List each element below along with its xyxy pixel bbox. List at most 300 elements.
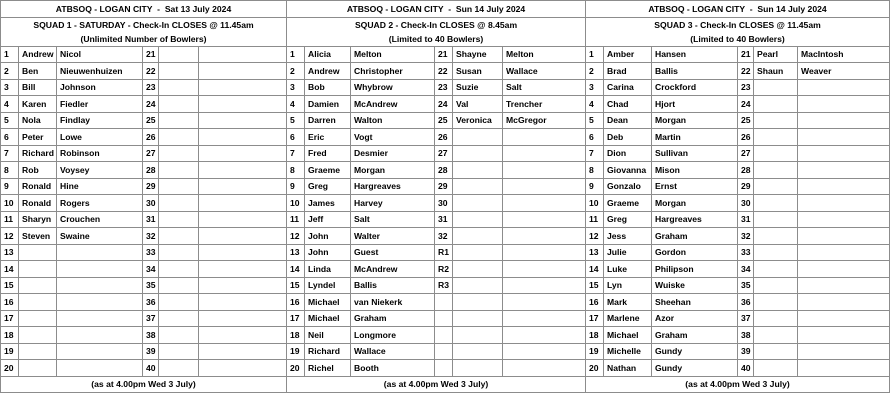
first-name: Richard: [19, 145, 57, 162]
entry-number: 25: [738, 112, 754, 129]
table-row: [287, 96, 586, 113]
first-name: [453, 294, 503, 311]
entry-number: 10: [1, 195, 19, 212]
table-row: [287, 360, 586, 377]
entry-number: 11: [1, 211, 19, 228]
entry-number: 26: [435, 129, 453, 146]
last-name: Salt: [351, 211, 435, 228]
table-row: [1, 310, 287, 327]
table-row: [586, 294, 890, 311]
table-row: [287, 211, 586, 228]
first-name: James: [305, 195, 351, 212]
entry-number: 18: [586, 327, 604, 344]
entry-number: 32: [738, 228, 754, 245]
first-name: [19, 360, 57, 377]
last-name: Longmore: [351, 327, 435, 344]
squad-2-footnote: (as at 4.00pm Wed 3 July): [287, 376, 586, 393]
entry-number: 29: [143, 178, 159, 195]
entry-number: 24: [435, 96, 453, 113]
table-row: [1, 228, 287, 245]
table-row: [1, 79, 287, 96]
entry-number: 5: [287, 112, 305, 129]
first-name: Jess: [604, 228, 652, 245]
first-name: Ronald: [19, 178, 57, 195]
entry-number: 31: [738, 211, 754, 228]
squad-2-table: [286, 0, 586, 393]
first-name: [754, 244, 798, 261]
entry-number: 18: [1, 327, 19, 344]
last-name: McAndrew: [351, 261, 435, 278]
first-name: [159, 261, 199, 278]
last-name: Harvey: [351, 195, 435, 212]
first-name: [159, 63, 199, 80]
first-name: [159, 211, 199, 228]
entry-number: 6: [586, 129, 604, 146]
last-name: Nicol: [57, 46, 143, 63]
entry-number: 17: [586, 310, 604, 327]
table-row: [287, 63, 586, 80]
first-name: [159, 79, 199, 96]
entry-number: 8: [1, 162, 19, 179]
first-name: Neil: [305, 327, 351, 344]
entry-number: 28: [738, 162, 754, 179]
last-name: Robinson: [57, 145, 143, 162]
entry-number: 35: [738, 277, 754, 294]
last-name: Sheehan: [652, 294, 738, 311]
table-row: [586, 244, 890, 261]
entry-number: R2: [435, 261, 453, 278]
entry-number: 21: [435, 46, 453, 63]
squad-3-table: [585, 0, 890, 393]
entry-number: 36: [738, 294, 754, 311]
first-name: Eric: [305, 129, 351, 146]
first-name: Nathan: [604, 360, 652, 377]
first-name: Graeme: [604, 195, 652, 212]
first-name: Dion: [604, 145, 652, 162]
table-row: [1, 261, 287, 278]
table-row: [586, 129, 890, 146]
last-name: [798, 360, 890, 377]
entry-number: 39: [738, 343, 754, 360]
entry-number: 12: [1, 228, 19, 245]
table-row: [586, 112, 890, 129]
entry-number: [435, 310, 453, 327]
entry-number: 11: [586, 211, 604, 228]
table-row: [1, 244, 287, 261]
entry-number: 25: [435, 112, 453, 129]
last-name: [199, 211, 287, 228]
last-name: [199, 96, 287, 113]
table-row: [1, 178, 287, 195]
entry-number: 12: [287, 228, 305, 245]
first-name: Darren: [305, 112, 351, 129]
last-name: [199, 277, 287, 294]
last-name: Hine: [57, 178, 143, 195]
last-name: Fiedler: [57, 96, 143, 113]
entry-number: 22: [738, 63, 754, 80]
first-name: [453, 310, 503, 327]
entry-number: 13: [287, 244, 305, 261]
first-name: Brad: [604, 63, 652, 80]
squad-1-header: ATBSOQ - LOGAN CITY - Sat 13 July 2024: [1, 1, 287, 18]
table-row: [287, 327, 586, 344]
first-name: Linda: [305, 261, 351, 278]
table-row: [586, 211, 890, 228]
first-name: Pearl: [754, 46, 798, 63]
first-name: Deb: [604, 129, 652, 146]
entry-number: 34: [143, 261, 159, 278]
last-name: [57, 327, 143, 344]
last-name: van Niekerk: [351, 294, 435, 311]
last-name: Swaine: [57, 228, 143, 245]
entry-number: 26: [143, 129, 159, 146]
table-row: [586, 96, 890, 113]
entry-number: 27: [143, 145, 159, 162]
first-name: [453, 343, 503, 360]
entry-number: 10: [586, 195, 604, 212]
first-name: John: [305, 244, 351, 261]
table-row: [586, 162, 890, 179]
table-row: [1, 294, 287, 311]
entry-number: 39: [143, 343, 159, 360]
first-name: John: [305, 228, 351, 245]
table-row: [1, 343, 287, 360]
entry-number: 15: [1, 277, 19, 294]
entry-number: 1: [586, 46, 604, 63]
first-name: Carina: [604, 79, 652, 96]
first-name: [453, 244, 503, 261]
entry-number: 6: [1, 129, 19, 146]
last-name: [503, 211, 586, 228]
last-name: [798, 112, 890, 129]
first-name: Michael: [604, 327, 652, 344]
last-name: [798, 261, 890, 278]
entry-number: 31: [143, 211, 159, 228]
first-name: [754, 277, 798, 294]
last-name: Walter: [351, 228, 435, 245]
first-name: [19, 244, 57, 261]
last-name: Walton: [351, 112, 435, 129]
last-name: McGregor: [503, 112, 586, 129]
last-name: MacIntosh: [798, 46, 890, 63]
last-name: [503, 310, 586, 327]
first-name: Richel: [305, 360, 351, 377]
first-name: Suzie: [453, 79, 503, 96]
last-name: Salt: [503, 79, 586, 96]
last-name: Morgan: [652, 112, 738, 129]
entry-number: 17: [1, 310, 19, 327]
entry-number: 8: [586, 162, 604, 179]
first-name: Julie: [604, 244, 652, 261]
entry-number: 38: [143, 327, 159, 344]
last-name: Wallace: [503, 63, 586, 80]
table-row: [287, 244, 586, 261]
first-name: [453, 261, 503, 278]
entry-number: 32: [143, 228, 159, 245]
entry-number: 2: [586, 63, 604, 80]
last-name: [57, 261, 143, 278]
last-name: [798, 327, 890, 344]
entry-number: 12: [586, 228, 604, 245]
first-name: [754, 343, 798, 360]
first-name: Alicia: [305, 46, 351, 63]
last-name: [503, 162, 586, 179]
last-name: Wuiske: [652, 277, 738, 294]
entry-number: 40: [143, 360, 159, 377]
last-name: Graham: [351, 310, 435, 327]
first-name: Luke: [604, 261, 652, 278]
entry-number: 13: [586, 244, 604, 261]
first-name: [159, 294, 199, 311]
table-row: [586, 343, 890, 360]
entry-number: 18: [287, 327, 305, 344]
entry-number: 8: [287, 162, 305, 179]
last-name: [798, 162, 890, 179]
entry-number: 30: [738, 195, 754, 212]
entry-number: 16: [1, 294, 19, 311]
first-name: [754, 145, 798, 162]
table-row: [1, 46, 287, 63]
first-name: [754, 195, 798, 212]
last-name: Gundy: [652, 360, 738, 377]
last-name: [57, 277, 143, 294]
last-name: Melton: [351, 46, 435, 63]
last-name: Hansen: [652, 46, 738, 63]
table-row: [586, 46, 890, 63]
entry-number: 26: [738, 129, 754, 146]
last-name: Gordon: [652, 244, 738, 261]
first-name: Karen: [19, 96, 57, 113]
table-row: [1, 195, 287, 212]
last-name: Wallace: [351, 343, 435, 360]
entry-number: 4: [287, 96, 305, 113]
first-name: [159, 46, 199, 63]
first-name: Greg: [305, 178, 351, 195]
last-name: [798, 310, 890, 327]
entry-number: R3: [435, 277, 453, 294]
last-name: Findlay: [57, 112, 143, 129]
table-row: [586, 360, 890, 377]
entry-number: 4: [1, 96, 19, 113]
first-name: [754, 327, 798, 344]
entry-number: 25: [143, 112, 159, 129]
last-name: Voysey: [57, 162, 143, 179]
first-name: [754, 261, 798, 278]
entry-number: 17: [287, 310, 305, 327]
table-row: [287, 195, 586, 212]
first-name: Rob: [19, 162, 57, 179]
table-row: [287, 145, 586, 162]
first-name: Chad: [604, 96, 652, 113]
first-name: Richard: [305, 343, 351, 360]
table-row: [287, 46, 586, 63]
last-name: Booth: [351, 360, 435, 377]
first-name: [754, 228, 798, 245]
last-name: [57, 360, 143, 377]
first-name: [159, 343, 199, 360]
entry-number: 19: [287, 343, 305, 360]
last-name: Christopher: [351, 63, 435, 80]
entry-number: 22: [143, 63, 159, 80]
first-name: [754, 178, 798, 195]
entry-number: 37: [738, 310, 754, 327]
table-row: [1, 277, 287, 294]
first-name: Giovanna: [604, 162, 652, 179]
entry-number: 2: [287, 63, 305, 80]
last-name: [199, 310, 287, 327]
last-name: Desmier: [351, 145, 435, 162]
first-name: Damien: [305, 96, 351, 113]
first-name: [453, 228, 503, 245]
first-name: [159, 327, 199, 344]
table-row: [287, 178, 586, 195]
entry-number: 40: [738, 360, 754, 377]
table-row: [287, 129, 586, 146]
last-name: [503, 178, 586, 195]
last-name: [199, 46, 287, 63]
last-name: [798, 294, 890, 311]
first-name: [159, 244, 199, 261]
last-name: [503, 228, 586, 245]
table-row: [1, 112, 287, 129]
last-name: [199, 63, 287, 80]
table-row: [586, 228, 890, 245]
first-name: Steven: [19, 228, 57, 245]
entry-number: R1: [435, 244, 453, 261]
table-row: [586, 310, 890, 327]
table-row: [1, 211, 287, 228]
squad-1-title: SQUAD 1 - SATURDAY - Check-In CLOSES @ 11.45am (Unlimited Number of Bowlers): [1, 17, 287, 46]
last-name: Hjort: [652, 96, 738, 113]
first-name: [19, 294, 57, 311]
first-name: [19, 310, 57, 327]
last-name: Martin: [652, 129, 738, 146]
last-name: [57, 343, 143, 360]
entry-number: 32: [435, 228, 453, 245]
last-name: [503, 327, 586, 344]
last-name: Melton: [503, 46, 586, 63]
entry-number: 27: [435, 145, 453, 162]
last-name: Graham: [652, 327, 738, 344]
last-name: [798, 145, 890, 162]
last-name: [199, 360, 287, 377]
entry-number: 3: [287, 79, 305, 96]
entry-number: 24: [738, 96, 754, 113]
last-name: Ballis: [652, 63, 738, 80]
last-name: [503, 343, 586, 360]
last-name: Nieuwenhuizen: [57, 63, 143, 80]
last-name: Hargreaves: [652, 211, 738, 228]
first-name: Andrew: [305, 63, 351, 80]
entry-number: 14: [287, 261, 305, 278]
table-row: [586, 145, 890, 162]
entry-number: 19: [586, 343, 604, 360]
last-name: [199, 129, 287, 146]
entry-number: 21: [143, 46, 159, 63]
first-name: [453, 211, 503, 228]
last-name: Morgan: [652, 195, 738, 212]
first-name: Peter: [19, 129, 57, 146]
entry-number: 14: [586, 261, 604, 278]
first-name: [159, 277, 199, 294]
first-name: Fred: [305, 145, 351, 162]
first-name: [159, 178, 199, 195]
entry-number: 14: [1, 261, 19, 278]
entry-number: 23: [143, 79, 159, 96]
table-row: [1, 129, 287, 146]
last-name: [503, 129, 586, 146]
table-row: [1, 162, 287, 179]
first-name: [159, 228, 199, 245]
last-name: [503, 294, 586, 311]
last-name: [798, 244, 890, 261]
last-name: Sullivan: [652, 145, 738, 162]
last-name: [199, 79, 287, 96]
last-name: [57, 310, 143, 327]
last-name: [199, 162, 287, 179]
entry-number: 20: [1, 360, 19, 377]
first-name: Jeff: [305, 211, 351, 228]
table-row: [586, 327, 890, 344]
first-name: [754, 294, 798, 311]
entry-number: 29: [435, 178, 453, 195]
table-row: [287, 162, 586, 179]
first-name: Sharyn: [19, 211, 57, 228]
table-row: [586, 178, 890, 195]
last-name: McAndrew: [351, 96, 435, 113]
last-name: [798, 195, 890, 212]
entry-number: 13: [1, 244, 19, 261]
first-name: Susan: [453, 63, 503, 80]
entry-number: [435, 360, 453, 377]
last-name: [57, 294, 143, 311]
first-name: Lyn: [604, 277, 652, 294]
entry-number: 15: [287, 277, 305, 294]
last-name: Weaver: [798, 63, 890, 80]
table-row: [287, 112, 586, 129]
last-name: [503, 277, 586, 294]
last-name: [798, 211, 890, 228]
first-name: Greg: [604, 211, 652, 228]
entry-number: 34: [738, 261, 754, 278]
last-name: Lowe: [57, 129, 143, 146]
first-name: Nola: [19, 112, 57, 129]
last-name: [503, 261, 586, 278]
first-name: [19, 277, 57, 294]
last-name: [199, 228, 287, 245]
last-name: Mison: [652, 162, 738, 179]
entry-number: 3: [1, 79, 19, 96]
table-row: [1, 360, 287, 377]
last-name: Guest: [351, 244, 435, 261]
entry-number: 21: [738, 46, 754, 63]
table-row: [586, 79, 890, 96]
first-name: Val: [453, 96, 503, 113]
first-name: Gonzalo: [604, 178, 652, 195]
entry-number: 29: [738, 178, 754, 195]
last-name: [199, 327, 287, 344]
first-name: [159, 162, 199, 179]
table-row: [1, 96, 287, 113]
entry-number: 1: [1, 46, 19, 63]
entry-number: 4: [586, 96, 604, 113]
entry-number: 11: [287, 211, 305, 228]
entry-number: [435, 294, 453, 311]
first-name: Graeme: [305, 162, 351, 179]
first-name: [159, 195, 199, 212]
last-name: [798, 79, 890, 96]
first-name: [159, 310, 199, 327]
